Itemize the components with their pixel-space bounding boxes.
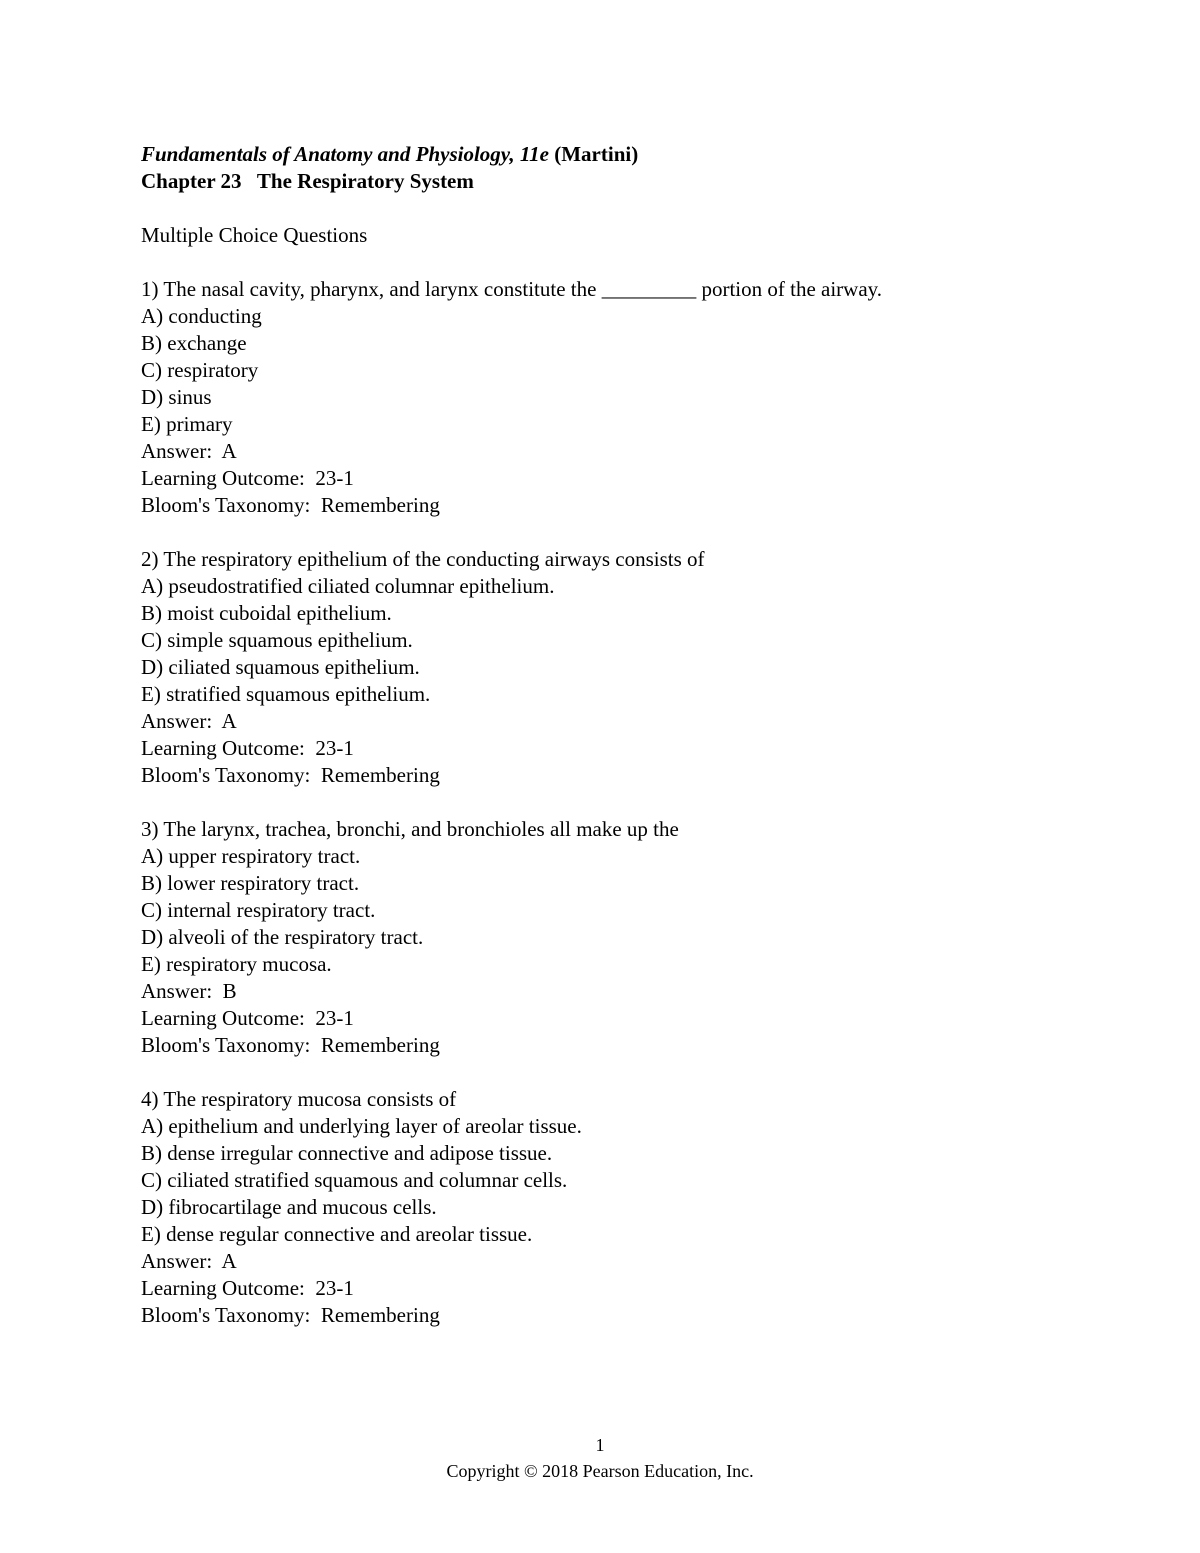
chapter-title: Chapter 23 The Respiratory System — [141, 169, 474, 193]
answer-key: Answer: A — [141, 709, 237, 733]
question-block — [141, 816, 1101, 1059]
question-block — [141, 1086, 1101, 1329]
answer-option: E) stratified squamous epithelium. — [141, 682, 431, 706]
learning-outcome: Learning Outcome: 23-1 — [141, 1006, 354, 1030]
answer-option: D) fibrocartilage and mucous cells. — [141, 1195, 437, 1219]
answer-option: B) moist cuboidal epithelium. — [141, 601, 392, 625]
answer-option: A) conducting — [141, 304, 262, 328]
answer-option: C) simple squamous epithelium. — [141, 628, 413, 652]
answer-option: E) dense regular connective and areolar tissue. — [141, 1222, 533, 1246]
spacer — [141, 195, 1101, 222]
answer-option: E) respiratory mucosa. — [141, 952, 332, 976]
answer-key: Answer: A — [141, 439, 237, 463]
book-title-line — [141, 141, 1101, 168]
question-stem: 4) The respiratory mucosa consists of — [141, 1087, 457, 1111]
document-page — [141, 141, 1101, 1356]
blooms-taxonomy: Bloom's Taxonomy: Remembering — [141, 1303, 440, 1327]
answer-option: D) sinus — [141, 385, 212, 409]
blooms-taxonomy: Bloom's Taxonomy: Remembering — [141, 763, 440, 787]
learning-outcome: Learning Outcome: 23-1 — [141, 1276, 354, 1300]
answer-option: E) primary — [141, 412, 233, 436]
question-stem: 3) The larynx, trachea, bronchi, and bronchioles all make up the — [141, 817, 679, 841]
answer-option: D) alveoli of the respiratory tract. — [141, 925, 424, 949]
answer-option: B) lower respiratory tract. — [141, 871, 360, 895]
answer-option: B) dense irregular connective and adipose tissue. — [141, 1141, 553, 1165]
answer-key: Answer: B — [141, 979, 237, 1003]
question-stem: 1) The nasal cavity, pharynx, and larynx constitute the _________ portion of the airway. — [141, 277, 883, 301]
learning-outcome: Learning Outcome: 23-1 — [141, 736, 354, 760]
book-title: Fundamentals of Anatomy and Physiology, 11e — [141, 142, 549, 166]
answer-option: C) respiratory — [141, 358, 259, 382]
question-block — [141, 276, 1101, 519]
section-title: Multiple Choice Questions — [141, 223, 368, 247]
learning-outcome: Learning Outcome: 23-1 — [141, 466, 354, 490]
blooms-taxonomy: Bloom's Taxonomy: Remembering — [141, 1033, 440, 1057]
answer-option: A) upper respiratory tract. — [141, 844, 361, 868]
answer-option: B) exchange — [141, 331, 247, 355]
question-block — [141, 546, 1101, 789]
answer-option: A) pseudostratified ciliated columnar epithelium. — [141, 574, 555, 598]
spacer — [141, 249, 1101, 276]
book-author: (Martini) — [554, 142, 639, 166]
answer-option: D) ciliated squamous epithelium. — [141, 655, 420, 679]
answer-option: A) epithelium and underlying layer of areolar tissue. — [141, 1114, 582, 1138]
blooms-taxonomy: Bloom's Taxonomy: Remembering — [141, 493, 440, 517]
question-stem: 2) The respiratory epithelium of the conducting airways consists of — [141, 547, 705, 571]
answer-option: C) ciliated stratified squamous and columnar cells. — [141, 1168, 568, 1192]
answer-option: C) internal respiratory tract. — [141, 898, 376, 922]
copyright-notice: Copyright © 2018 Pearson Education, Inc. — [446, 1461, 754, 1481]
page-number: 1 — [595, 1435, 605, 1455]
answer-key: Answer: A — [141, 1249, 237, 1273]
